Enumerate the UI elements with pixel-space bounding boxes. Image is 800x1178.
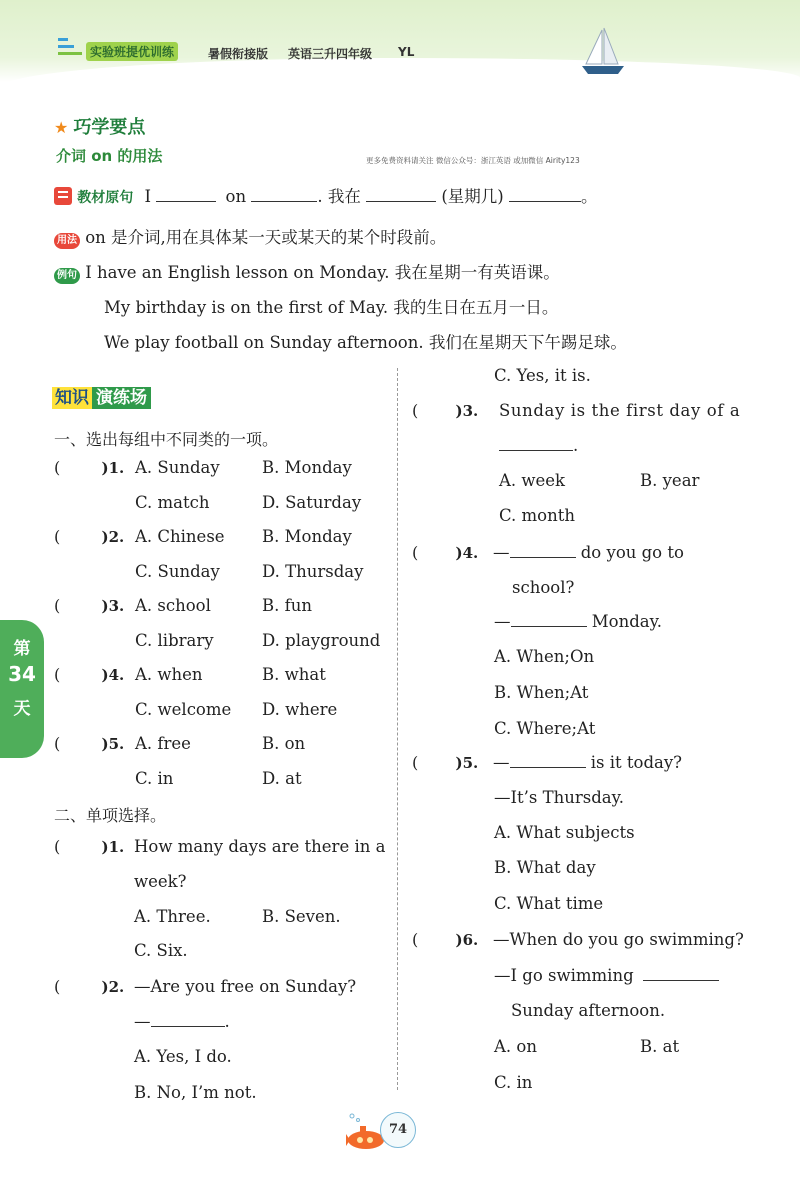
option-b: B. year [640,471,700,490]
part2-question-6 [412,930,744,949]
edition-label: 暑假衔接版 [208,47,269,61]
side-tab-bottom: 天 [13,699,31,719]
usage-row [54,224,446,249]
blank[interactable] [511,612,587,627]
question-text: week? [134,872,187,891]
day-side-tab [0,620,44,758]
question-text: —It’s Thursday. [494,788,624,807]
part2-question-4 [412,543,684,562]
option-d: D. where [262,700,338,719]
option-c: C. Where;At [494,719,596,738]
question-number: )5. [455,754,479,772]
question-number: )6. [455,931,479,949]
section-title: 巧学要点 [73,117,146,138]
option-b: B. at [640,1037,680,1056]
option-b: B. on [262,734,306,753]
question-number: )5. [101,735,125,753]
usage-tag: 用法 [54,233,80,249]
part1-item-1 [54,458,352,477]
option-c: C. Yes, it is. [494,366,591,385]
example-tag: 例句 [54,268,80,284]
question-text: How many days are there in a [134,837,386,856]
grammar-topic: 介词 on 的用法 [56,147,163,165]
part1-title: 一、选出每组中不同类的一项。 [54,430,279,449]
option-c: C. month [499,506,575,525]
option-b: B. what [262,665,326,684]
dash: — [493,753,510,772]
question-number: )3. [455,402,479,420]
section-title-row [54,113,145,139]
period: . [573,436,579,455]
option-a: A. Sunday [135,458,220,477]
option-d: D. playground [262,631,381,650]
option-c: C. Sunday [135,562,220,581]
option-a: A. Chinese [135,527,225,546]
star-icon: ★ [54,118,69,137]
option-d: D. Saturday [262,493,362,512]
side-tab-number: 34 [8,662,36,686]
question-text: Sunday afternoon. [511,1001,666,1020]
practice-title-a: 知识 [52,387,92,409]
question-number: )4. [455,544,479,562]
header-curve [0,58,800,118]
answer-paren[interactable]: ( [54,458,61,477]
option-a: A. Yes, I do. [134,1047,232,1066]
option-b: B. What day [494,858,596,877]
textbook-tag: 教材原句 [77,190,134,206]
side-tab-top: 第 [13,639,31,659]
answer-paren[interactable]: ( [412,543,419,562]
textbook-cn2: (星期几) [441,187,504,206]
dash: — [493,543,510,562]
series-name: 实验班提优训练 [86,42,178,61]
option-a: A. Three. [134,907,211,926]
part2-question-3 [412,401,741,420]
part1-item-3 [54,596,312,615]
column-divider [397,368,398,1090]
blank[interactable] [156,187,216,202]
book-icon [54,187,72,205]
blank[interactable] [509,187,581,202]
answer-line [494,966,719,985]
part1-item-4 [54,665,326,684]
option-b: B. No, I’m not. [134,1083,257,1102]
option-a: A. When;On [494,647,595,666]
blank[interactable] [510,753,586,768]
textbook-on: on [225,187,247,206]
question-number: )3. [101,597,125,615]
option-b: B. Seven. [262,907,341,926]
option-c: C. What time [494,894,604,913]
question-text: do you go to [580,543,684,562]
answer-paren[interactable]: ( [54,734,61,753]
answer-paren[interactable]: ( [412,401,419,420]
blank[interactable] [643,966,719,981]
question-text: school? [512,578,575,597]
part2-question-2 [54,977,357,996]
example-row [54,259,560,284]
answer-line [494,612,662,631]
answer-paren[interactable]: ( [54,977,61,996]
answer-paren[interactable]: ( [412,930,419,949]
practice-title [52,383,151,408]
textbook-end: 。 [580,187,598,206]
option-b: B. Monday [262,458,352,477]
question-number: )4. [101,666,125,684]
answer-line [134,1012,230,1031]
example-sentence: We play football on Sunday afternoon. 我们在星期天下午踢足球。 [104,333,627,352]
question-text: Monday. [591,612,662,631]
option-c: C. match [135,493,210,512]
subject-label: 英语三升四年级 [288,47,373,61]
part2-question-5 [412,753,683,772]
option-c: C. library [135,631,214,650]
answer-paren[interactable]: ( [54,665,61,684]
blank[interactable] [499,436,573,451]
textbook-cn1: . 我在 [317,187,361,206]
dash: — [134,1012,151,1031]
question-text: —I go swimming [494,966,634,985]
part2-title: 二、单项选择。 [54,806,167,825]
series-logo-icon [56,36,86,60]
answer-paren[interactable]: ( [412,753,419,772]
example-sentence: My birthday is on the first of May. 我的生日在五月一日。 [104,298,559,317]
option-a: A. school [135,596,211,615]
sailboat-icon [578,26,628,78]
question-number: )1. [101,838,125,856]
option-c: C. Six. [134,941,188,960]
usage-text: on 是介词,用在具体某一天或某天的某个时段前。 [85,228,447,247]
option-a: A. when [135,665,203,684]
option-a: A. free [135,734,191,753]
option-c: C. welcome [135,700,232,719]
option-a: A. on [494,1037,537,1056]
answer-paren[interactable]: ( [54,596,61,615]
question-text: is it today? [590,753,683,772]
part1-item-2 [54,527,352,546]
page-number: 74 [380,1112,416,1148]
textbook-i: I [144,187,152,206]
blank[interactable] [366,187,436,202]
question-number: )1. [101,459,125,477]
answer-paren[interactable]: ( [54,837,61,856]
version-label: YL [398,45,415,59]
period: . [224,1012,230,1031]
practice-title-b: 演练场 [92,387,151,409]
blank[interactable] [510,543,576,558]
option-a: A. week [499,471,566,490]
question-text: Sunday is the first day of a [499,401,741,420]
textbook-sentence-row [54,183,597,207]
option-b: B. Monday [262,527,352,546]
dash: — [494,612,511,631]
option-a: A. What subjects [494,823,635,842]
option-b: B. When;At [494,683,589,702]
question-text: —Are you free on Sunday? [134,977,357,996]
example-sentence: I have an English lesson on Monday. 我在星期一有英语课。 [85,263,560,282]
answer-paren[interactable]: ( [54,527,61,546]
part1-item-5 [54,734,306,753]
option-d: D. Thursday [262,562,364,581]
option-c: C. in [494,1073,533,1092]
question-text: —When do you go swimming? [493,930,744,949]
question-number: )2. [101,528,125,546]
option-c: C. in [135,769,174,788]
promo-note: 更多免费资料请关注 微信公众号：浙江英语 或加微信 Airity123 [366,156,580,165]
option-b: B. fun [262,596,312,615]
blank[interactable] [151,1012,225,1027]
part2-question-1 [54,837,386,856]
question-number: )2. [101,978,125,996]
blank[interactable] [251,187,317,202]
answer-line [499,436,578,455]
option-d: D. at [262,769,302,788]
